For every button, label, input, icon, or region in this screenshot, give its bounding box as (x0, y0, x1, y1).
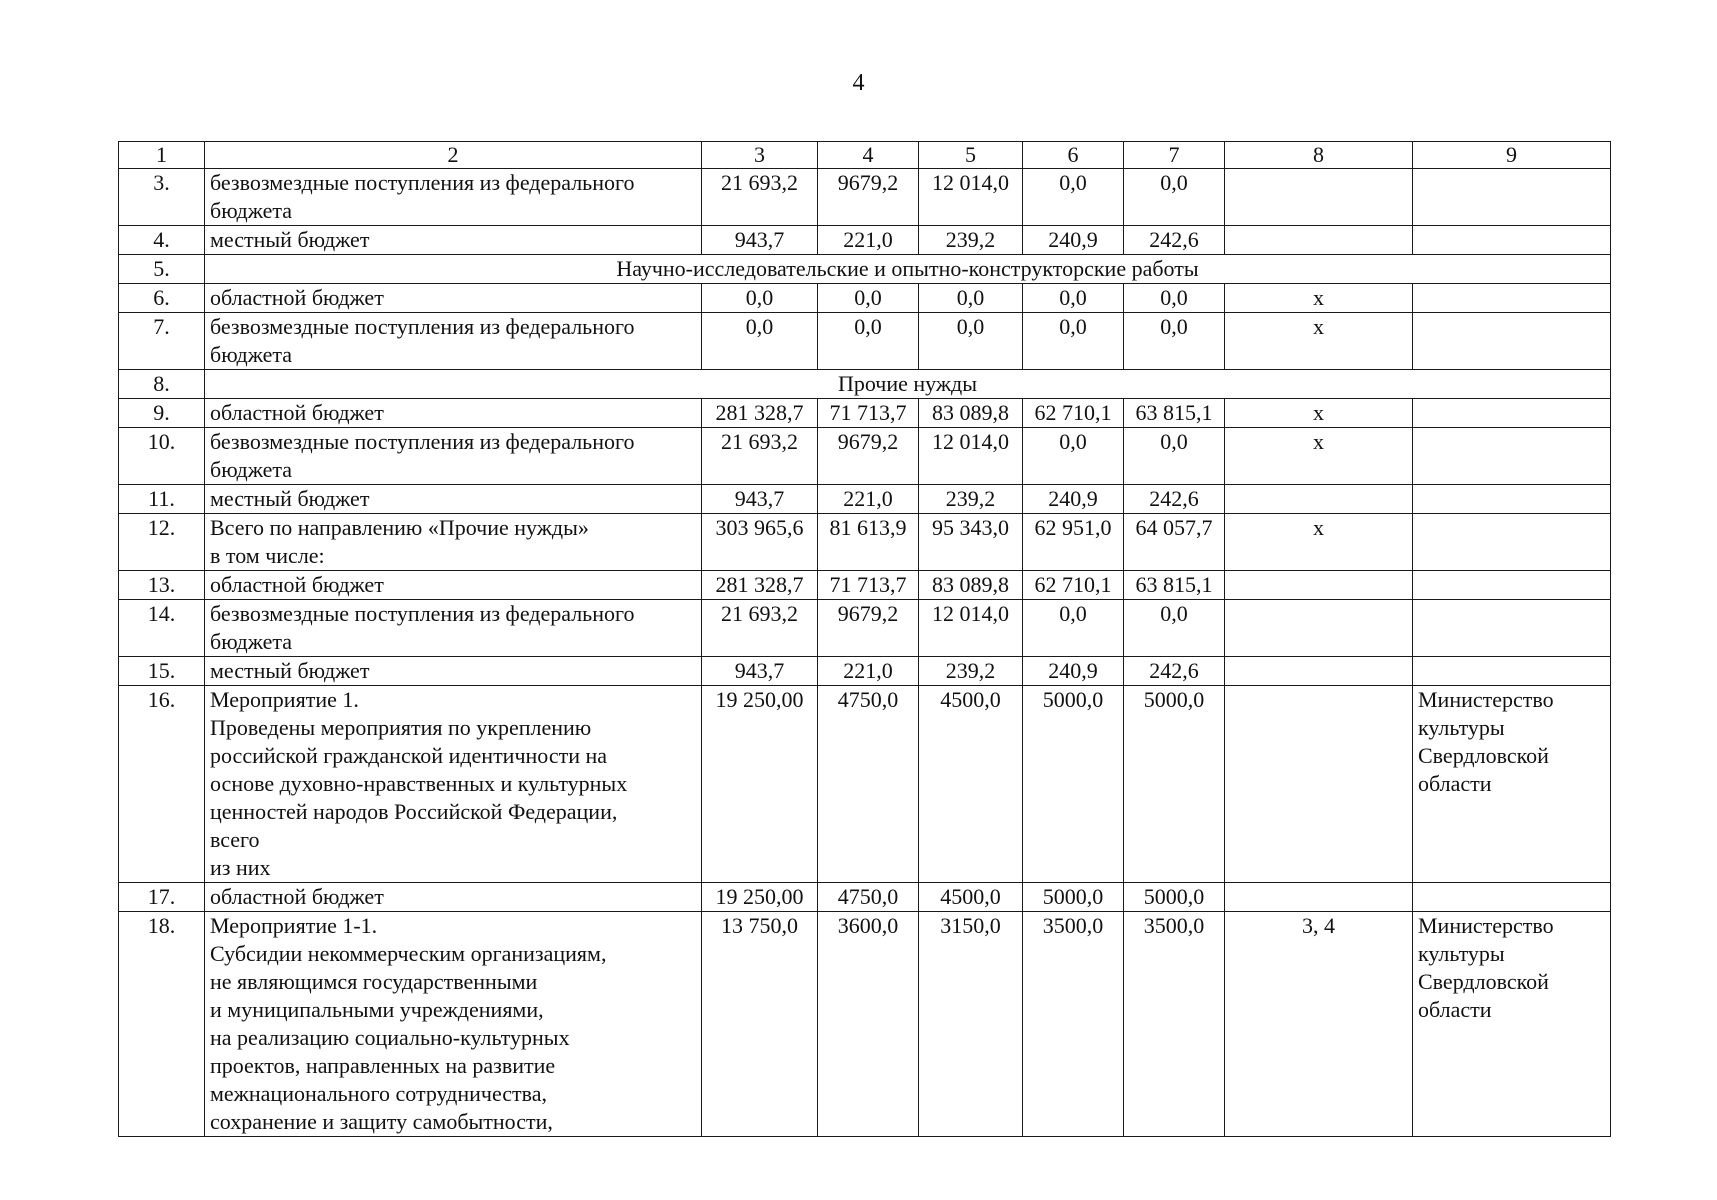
amount-cell: 19 250,00 (702, 883, 818, 912)
column-header: 7 (1124, 142, 1225, 169)
table-row (119, 912, 1611, 1137)
row-description-line: в том числе: (210, 543, 325, 568)
row-description-line: Субсидии некоммерческим организациям, (210, 941, 607, 966)
amount-cell: 12 014,0 (919, 600, 1023, 657)
section-row (119, 255, 1611, 284)
row-description (205, 399, 702, 428)
row-number: 6. (119, 284, 205, 313)
amount-cell: 943,7 (702, 226, 818, 255)
row-description-line: российской гражданской идентичности на (210, 743, 608, 768)
amount-cell: 12 014,0 (919, 169, 1023, 226)
amount-cell: 21 693,2 (702, 600, 818, 657)
indicator-cell: x (1225, 284, 1413, 313)
row-number: 5. (119, 255, 205, 284)
executor-cell (1413, 226, 1611, 255)
row-description-line: местный бюджет (210, 486, 370, 511)
row-number: 9. (119, 399, 205, 428)
row-description-line: и муниципальными учреждениями, (210, 997, 544, 1022)
row-description-line: областной бюджет (210, 285, 384, 310)
amount-cell: 0,0 (818, 313, 919, 370)
row-description (205, 428, 702, 485)
row-number: 12. (119, 514, 205, 571)
row-description-line: всего (210, 827, 260, 852)
executor-cell (1413, 514, 1611, 571)
row-number: 18. (119, 912, 205, 1137)
row-description-line: ценностей народов Российской Федерации, (210, 799, 618, 824)
amount-cell: 4500,0 (919, 883, 1023, 912)
row-description-line: бюджета (210, 198, 293, 223)
executor-cell (1413, 284, 1611, 313)
row-description-line: безвозмездные поступления из федерального (210, 314, 635, 339)
amount-cell: 242,6 (1124, 485, 1225, 514)
row-description (205, 883, 702, 912)
column-header: 9 (1413, 142, 1611, 169)
amount-cell: 0,0 (1124, 600, 1225, 657)
indicator-cell (1225, 485, 1413, 514)
row-description (205, 600, 702, 657)
amount-cell: 21 693,2 (702, 169, 818, 226)
row-description (205, 571, 702, 600)
indicator-cell: x (1225, 428, 1413, 485)
amount-cell: 63 815,1 (1124, 399, 1225, 428)
amount-cell: 3500,0 (1023, 912, 1124, 1137)
row-description-line: местный бюджет (210, 227, 370, 252)
amount-cell: 221,0 (818, 657, 919, 686)
column-header: 4 (818, 142, 919, 169)
row-number: 15. (119, 657, 205, 686)
row-description (205, 912, 702, 1137)
executor-cell (1413, 686, 1611, 883)
table-row (119, 485, 1611, 514)
row-description-line: Проведены мероприятия по укреплению (210, 715, 592, 740)
row-description-line: областной бюджет (210, 572, 384, 597)
executor-cell-line: области (1418, 771, 1492, 796)
row-description-line: областной бюджет (210, 884, 384, 909)
row-description (205, 657, 702, 686)
executor-cell-line: Свердловской (1418, 743, 1549, 768)
row-number: 13. (119, 571, 205, 600)
table-row (119, 514, 1611, 571)
table-row (119, 226, 1611, 255)
amount-cell: 83 089,8 (919, 399, 1023, 428)
amount-cell: 71 713,7 (818, 571, 919, 600)
row-description-line: безвозмездные поступления из федерального (210, 429, 635, 454)
amount-cell: 0,0 (1023, 169, 1124, 226)
amount-cell: 3150,0 (919, 912, 1023, 1137)
row-description-line: межнационального сотрудничества, (210, 1081, 548, 1106)
amount-cell: 4750,0 (818, 883, 919, 912)
row-number: 4. (119, 226, 205, 255)
executor-cell (1413, 912, 1611, 1137)
amount-cell: 21 693,2 (702, 428, 818, 485)
executor-cell-line: культуры (1418, 715, 1505, 740)
amount-cell: 303 965,6 (702, 514, 818, 571)
executor-cell-line: культуры (1418, 941, 1505, 966)
column-header: 1 (119, 142, 205, 169)
amount-cell: 242,6 (1124, 657, 1225, 686)
row-description-line: безвозмездные поступления из федерального (210, 601, 635, 626)
executor-cell (1413, 657, 1611, 686)
row-number: 10. (119, 428, 205, 485)
amount-cell: 943,7 (702, 657, 818, 686)
executor-cell-line: Министерство (1418, 687, 1554, 712)
column-header: 3 (702, 142, 818, 169)
indicator-cell (1225, 571, 1413, 600)
amount-cell: 0,0 (919, 313, 1023, 370)
row-number: 7. (119, 313, 205, 370)
table-row (119, 657, 1611, 686)
executor-cell (1413, 571, 1611, 600)
amount-cell: 9679,2 (818, 600, 919, 657)
amount-cell: 71 713,7 (818, 399, 919, 428)
executor-cell (1413, 600, 1611, 657)
amount-cell: 0,0 (1023, 600, 1124, 657)
amount-cell: 221,0 (818, 226, 919, 255)
row-description-line: областной бюджет (210, 400, 384, 425)
executor-cell (1413, 399, 1611, 428)
row-description-line: бюджета (210, 342, 293, 367)
row-description (205, 284, 702, 313)
row-description-line: проектов, направленных на развитие (210, 1053, 556, 1078)
amount-cell: 0,0 (1023, 313, 1124, 370)
row-description-line: Мероприятие 1-1. (210, 913, 378, 938)
table-header-row (119, 142, 1611, 169)
table-row (119, 313, 1611, 370)
amount-cell: 281 328,7 (702, 399, 818, 428)
row-description-line: сохранение и защиту самобытности, (210, 1109, 553, 1134)
amount-cell: 19 250,00 (702, 686, 818, 883)
table-row (119, 284, 1611, 313)
executor-cell-line: Свердловской (1418, 969, 1549, 994)
amount-cell: 63 815,1 (1124, 571, 1225, 600)
amount-cell: 13 750,0 (702, 912, 818, 1137)
row-number: 14. (119, 600, 205, 657)
row-description-line: не являющимся государственными (210, 969, 538, 994)
amount-cell: 3600,0 (818, 912, 919, 1137)
amount-cell: 83 089,8 (919, 571, 1023, 600)
row-description-line: Всего по направлению «Прочие нужды» (210, 515, 589, 540)
amount-cell: 281 328,7 (702, 571, 818, 600)
row-description (205, 485, 702, 514)
row-description (205, 169, 702, 226)
amount-cell: 9679,2 (818, 428, 919, 485)
amount-cell: 81 613,9 (818, 514, 919, 571)
row-description-line: Мероприятие 1. (210, 687, 359, 712)
amount-cell: 221,0 (818, 485, 919, 514)
amount-cell: 5000,0 (1023, 686, 1124, 883)
amount-cell: 0,0 (818, 284, 919, 313)
amount-cell: 5000,0 (1023, 883, 1124, 912)
amount-cell: 0,0 (1124, 428, 1225, 485)
executor-cell (1413, 428, 1611, 485)
amount-cell: 240,9 (1023, 485, 1124, 514)
amount-cell: 242,6 (1124, 226, 1225, 255)
indicator-cell: x (1225, 313, 1413, 370)
amount-cell: 62 951,0 (1023, 514, 1124, 571)
amount-cell: 95 343,0 (919, 514, 1023, 571)
executor-cell (1413, 883, 1611, 912)
amount-cell: 0,0 (1124, 169, 1225, 226)
amount-cell: 0,0 (1124, 313, 1225, 370)
column-header: 6 (1023, 142, 1124, 169)
section-title: Прочие нужды (205, 370, 1611, 399)
amount-cell: 9679,2 (818, 169, 919, 226)
row-description (205, 686, 702, 883)
executor-cell (1413, 485, 1611, 514)
amount-cell: 0,0 (1023, 284, 1124, 313)
table-row (119, 169, 1611, 226)
indicator-cell (1225, 883, 1413, 912)
row-description-line: бюджета (210, 629, 293, 654)
indicator-cell: x (1225, 399, 1413, 428)
row-description-line: бюджета (210, 457, 293, 482)
amount-cell: 239,2 (919, 657, 1023, 686)
budget-table (118, 141, 1611, 1137)
row-description (205, 313, 702, 370)
indicator-cell (1225, 600, 1413, 657)
amount-cell: 239,2 (919, 485, 1023, 514)
amount-cell: 240,9 (1023, 226, 1124, 255)
executor-cell-line: Министерство (1418, 913, 1554, 938)
row-number: 3. (119, 169, 205, 226)
section-title: Научно-исследовательские и опытно-конструкторские работы (205, 255, 1611, 284)
section-row (119, 370, 1611, 399)
table-row (119, 600, 1611, 657)
executor-cell-line: области (1418, 997, 1492, 1022)
amount-cell: 62 710,1 (1023, 399, 1124, 428)
amount-cell: 0,0 (919, 284, 1023, 313)
row-description-line: на реализацию социально-культурных (210, 1025, 570, 1050)
indicator-cell (1225, 169, 1413, 226)
row-description-line: основе духовно-нравственных и культурных (210, 771, 628, 796)
indicator-cell: 3, 4 (1225, 912, 1413, 1137)
indicator-cell (1225, 657, 1413, 686)
column-header: 8 (1225, 142, 1413, 169)
row-description (205, 226, 702, 255)
column-header: 2 (205, 142, 702, 169)
executor-cell (1413, 313, 1611, 370)
row-description-line: безвозмездные поступления из федерального (210, 170, 635, 195)
executor-cell (1413, 169, 1611, 226)
table-row (119, 883, 1611, 912)
row-number: 8. (119, 370, 205, 399)
row-number: 17. (119, 883, 205, 912)
amount-cell: 5000,0 (1124, 883, 1225, 912)
amount-cell: 4750,0 (818, 686, 919, 883)
table-row (119, 686, 1611, 883)
amount-cell: 5000,0 (1124, 686, 1225, 883)
amount-cell: 0,0 (702, 313, 818, 370)
amount-cell: 12 014,0 (919, 428, 1023, 485)
row-description-line: местный бюджет (210, 658, 370, 683)
row-description (205, 514, 702, 571)
amount-cell: 943,7 (702, 485, 818, 514)
indicator-cell: x (1225, 514, 1413, 571)
indicator-cell (1225, 226, 1413, 255)
amount-cell: 3500,0 (1124, 912, 1225, 1137)
indicator-cell (1225, 686, 1413, 883)
amount-cell: 240,9 (1023, 657, 1124, 686)
amount-cell: 4500,0 (919, 686, 1023, 883)
amount-cell: 0,0 (1023, 428, 1124, 485)
table-row (119, 428, 1611, 485)
row-description-line: из них (210, 855, 271, 880)
column-header: 5 (919, 142, 1023, 169)
row-number: 16. (119, 686, 205, 883)
table-row (119, 571, 1611, 600)
page-number: 4 (852, 70, 865, 96)
amount-cell: 0,0 (702, 284, 818, 313)
row-number: 11. (119, 485, 205, 514)
amount-cell: 0,0 (1124, 284, 1225, 313)
table-row (119, 399, 1611, 428)
amount-cell: 64 057,7 (1124, 514, 1225, 571)
amount-cell: 239,2 (919, 226, 1023, 255)
amount-cell: 62 710,1 (1023, 571, 1124, 600)
